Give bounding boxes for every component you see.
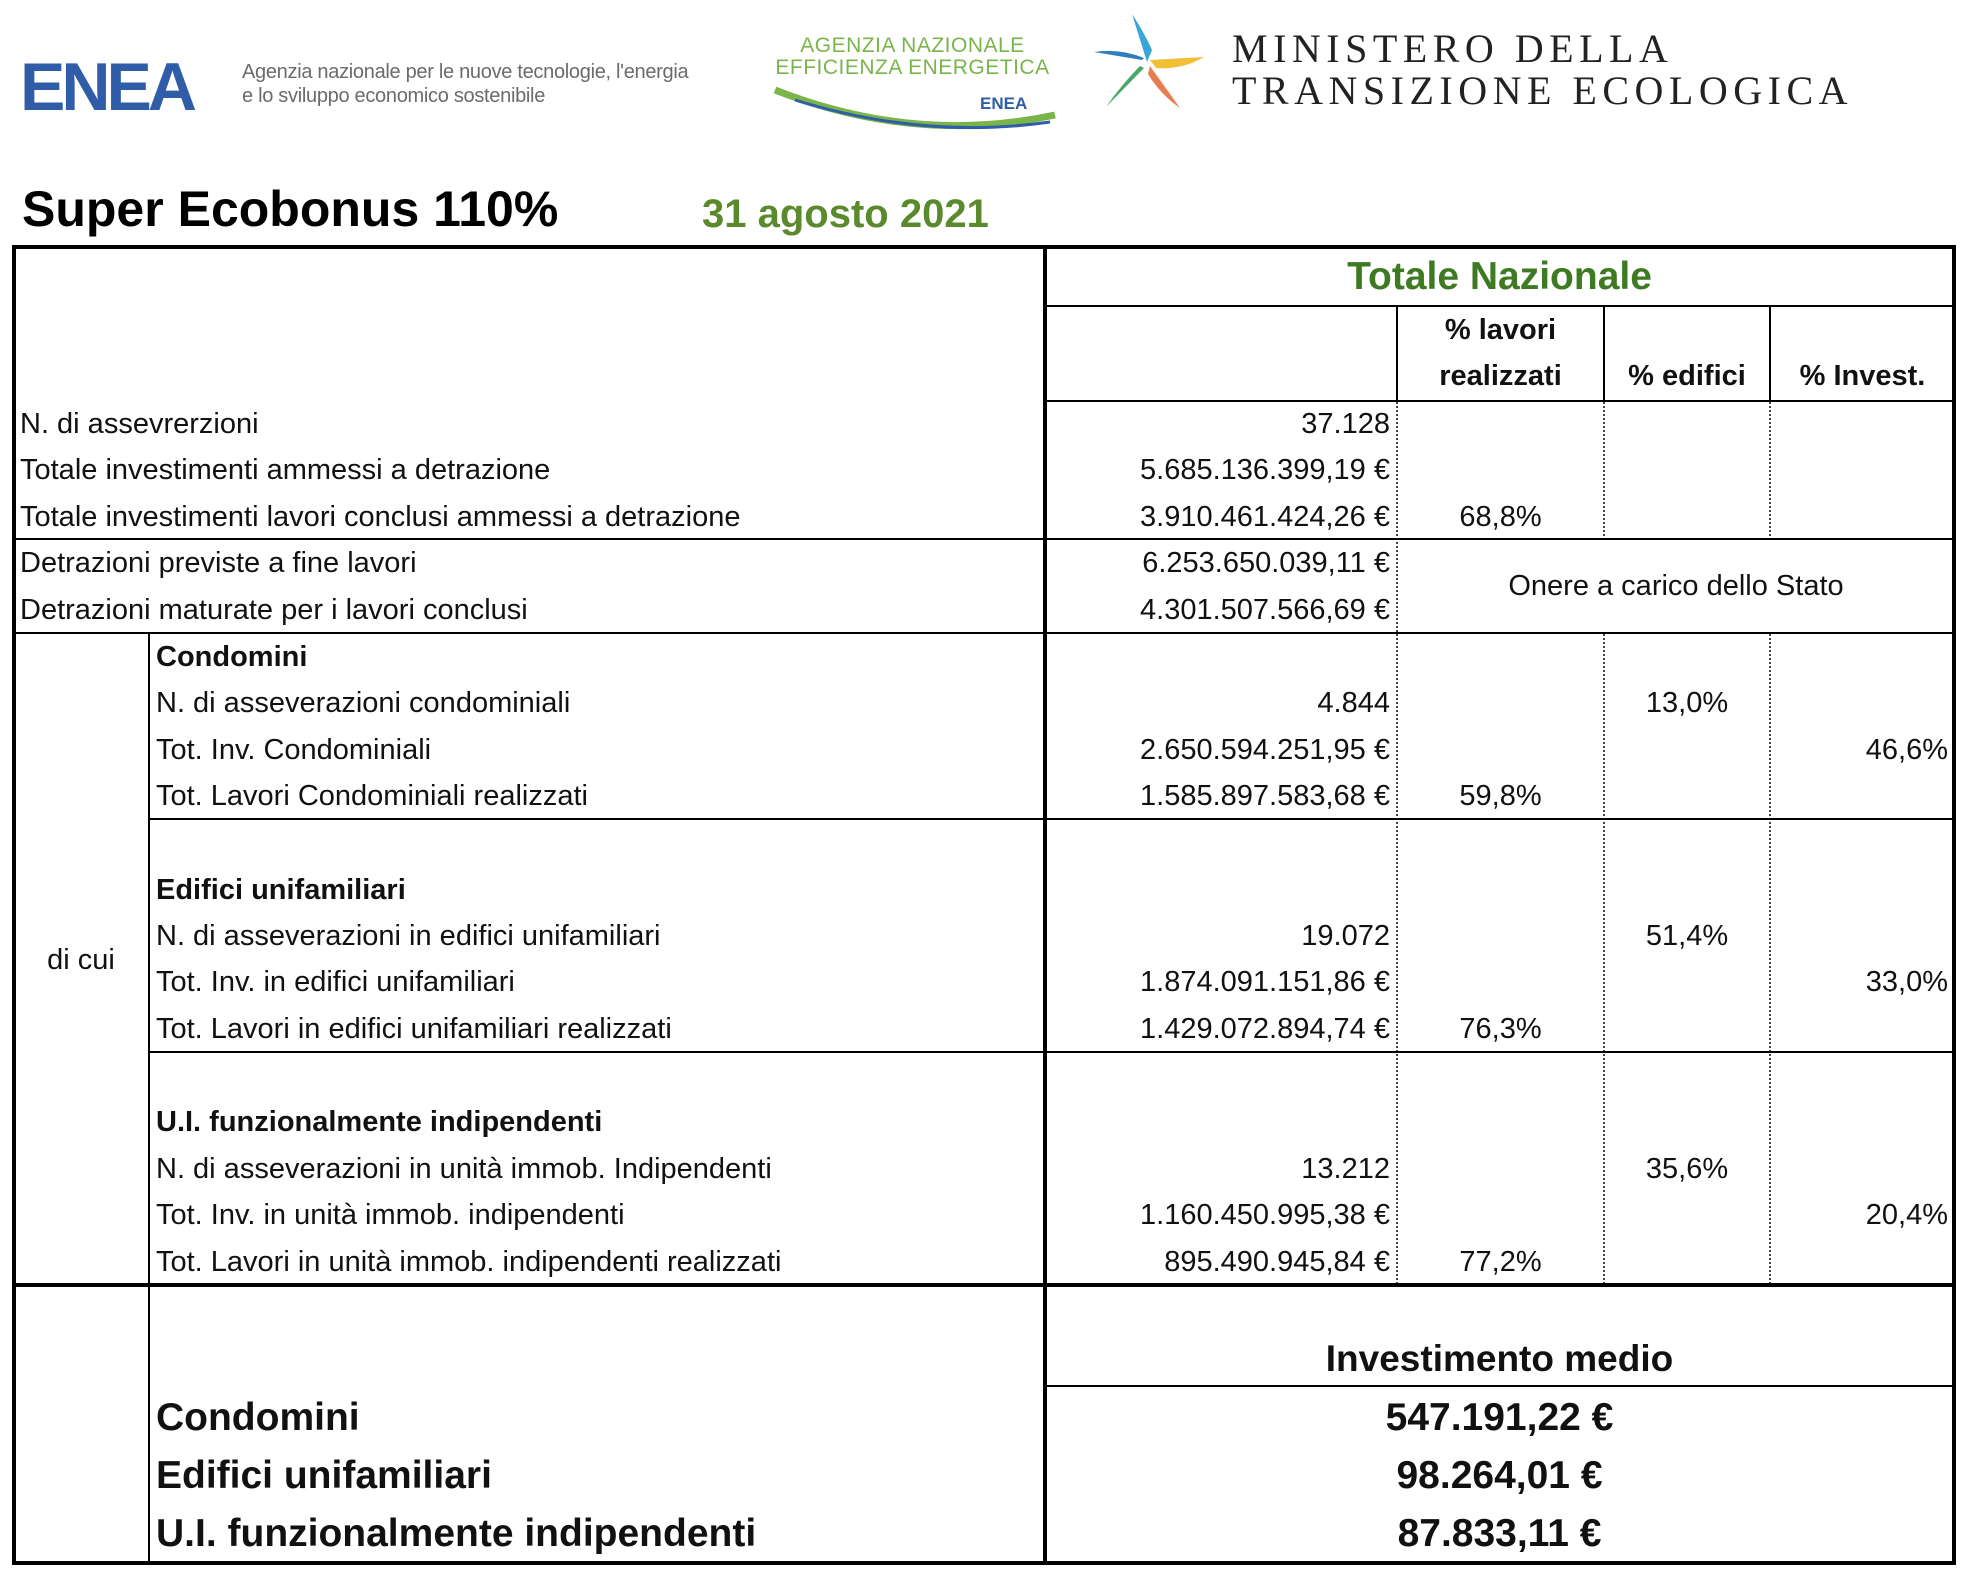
group-title-unifamiliari: Edifici unifamiliari <box>156 874 406 906</box>
row-pct-lavori: 59,8% <box>1459 780 1542 812</box>
agenzia-line-1: AGENZIA NAZIONALE <box>800 34 1025 57</box>
row-label: Tot. Inv. in edifici unifamiliari <box>156 966 515 998</box>
agenzia-swoosh-icon <box>765 30 1065 130</box>
dotted-sep-3a <box>1769 402 1771 540</box>
section-header-totale-nazionale: Totale Nazionale <box>1347 255 1652 298</box>
onere-note: Onere a carico dello Stato <box>1508 570 1844 602</box>
row-pct-edifici: 51,4% <box>1645 920 1729 952</box>
rule-after-totali <box>14 538 1954 540</box>
row-value: 13.212 <box>1301 1153 1390 1185</box>
row-pct-lavori: 76,3% <box>1459 1013 1542 1045</box>
row-label: Tot. Lavori in edifici unifamiliari realizzati <box>156 1013 672 1045</box>
ministero-star-icon <box>1092 12 1207 112</box>
divider-di-cui <box>148 634 150 1563</box>
col-header-edifici: % edifici <box>1628 360 1746 392</box>
row-pct-edifici: 13,0% <box>1645 687 1729 719</box>
row-value: 1.585.897.583,68 € <box>1140 780 1390 812</box>
enea-tagline-line-1: Agenzia nazionale per le nuove tecnologie, l'energia <box>242 61 689 83</box>
row-value: 19.072 <box>1301 920 1390 952</box>
col-header-lavori-line-2: realizzati <box>1439 360 1562 392</box>
enea-tagline-line-2: e lo sviluppo economico sostenibile <box>242 85 546 107</box>
row-pct-edifici: 35,6% <box>1645 1153 1729 1185</box>
medio-label-unifamiliari: Edifici unifamiliari <box>156 1454 492 1497</box>
row-label: Totale investimenti lavori conclusi ammessi a detrazione <box>20 501 741 533</box>
agenzia-line-2: EFFICIENZA ENERGETICA <box>775 56 1050 79</box>
row-value: 1.874.091.151,86 € <box>1140 966 1390 998</box>
row-value: 37.128 <box>1301 408 1390 440</box>
row-label: Tot. Lavori Condominiali realizzati <box>156 780 588 812</box>
row-value: 3.910.461.424,26 € <box>1140 501 1390 533</box>
row-label: N. di asseverazioni in edifici unifamiliari <box>156 920 661 952</box>
row-label: Tot. Inv. in unità immob. indipendenti <box>156 1199 625 1231</box>
medio-value-ui-indipendenti: 87.833,11 € <box>1397 1512 1602 1555</box>
rule-section-header <box>1045 305 1954 307</box>
col-header-invest: % Invest. <box>1799 360 1926 392</box>
ministero-line-1: MINISTERO DELLA <box>1232 26 1674 71</box>
row-pct-invest: 46,6% <box>1865 734 1948 766</box>
row-label: Tot. Inv. Condominiali <box>156 734 432 766</box>
dotted-sep-2b <box>1603 634 1605 1284</box>
row-pct-invest: 20,4% <box>1865 1199 1948 1231</box>
report-date: 31 agosto 2021 <box>702 192 989 236</box>
dotted-sep-3b <box>1769 634 1771 1284</box>
row-pct-invest: 33,0% <box>1865 966 1948 998</box>
di-cui-label: di cui <box>47 944 115 976</box>
row-value: 1.429.072.894,74 € <box>1140 1013 1390 1045</box>
group-title-condomini: Condomini <box>156 641 308 673</box>
row-label: Tot. Lavori in unità immob. indipendenti realizzati <box>156 1246 782 1278</box>
enea-logo <box>20 55 230 117</box>
rule-medio-header <box>1045 1385 1954 1387</box>
ministero-title <box>1232 28 1853 112</box>
row-value: 1.160.450.995,38 € <box>1140 1199 1390 1231</box>
agenzia-small-logo: ENEA <box>980 94 1028 113</box>
enea-logo-text: ENEA <box>20 55 193 117</box>
col-header-lavori-line-1: % lavori <box>1444 314 1557 346</box>
medio-label-ui-indipendenti: U.I. funzionalmente indipendenti <box>156 1512 757 1555</box>
group-title-ui-indipendenti: U.I. funzionalmente indipendenti <box>156 1106 603 1138</box>
investimento-medio-header: Investimento medio <box>1325 1338 1674 1379</box>
row-label: N. di asseverazioni in unità immob. Indipendenti <box>156 1153 772 1185</box>
ministero-line-2: TRANSIZIONE ECOLOGICA <box>1232 68 1854 113</box>
row-label: N. di assevrerzioni <box>20 408 259 440</box>
row-label: Detrazioni previste a fine lavori <box>20 547 417 579</box>
agenzia-logo <box>765 30 1065 130</box>
row-label: Totale investimenti ammessi a detrazione <box>20 454 551 486</box>
row-value: 895.490.945,84 € <box>1164 1246 1390 1278</box>
row-label: N. di asseverazioni condominiali <box>156 687 571 719</box>
row-value: 6.253.650.039,11 € <box>1142 547 1390 579</box>
row-value: 2.650.594.251,95 € <box>1140 734 1390 766</box>
row-value: 4.301.507.566,69 € <box>1140 594 1390 626</box>
medio-value-unifamiliari: 98.264,01 € <box>1396 1454 1603 1497</box>
rule-after-detrazioni <box>14 632 1954 634</box>
row-pct-lavori: 68,8% <box>1459 501 1542 533</box>
row-value: 5.685.136.399,19 € <box>1140 454 1390 486</box>
medio-label-condomini: Condomini <box>156 1396 360 1439</box>
rule-col-headers <box>1045 400 1954 402</box>
enea-tagline <box>242 60 688 108</box>
medio-value-condomini: 547.191,22 € <box>1385 1396 1614 1439</box>
page-title: Super Ecobonus 110% <box>22 181 559 237</box>
rule-before-medio <box>14 1283 1954 1287</box>
dotted-sep-1b <box>1396 634 1398 1284</box>
rule-after-unifamiliari <box>150 1051 1954 1053</box>
rule-after-condomini <box>150 818 1954 820</box>
dotted-sep-2a <box>1603 402 1605 540</box>
row-label: Detrazioni maturate per i lavori conclusi <box>20 594 528 626</box>
row-pct-lavori: 77,2% <box>1459 1246 1542 1278</box>
row-value: 4.844 <box>1317 687 1390 719</box>
